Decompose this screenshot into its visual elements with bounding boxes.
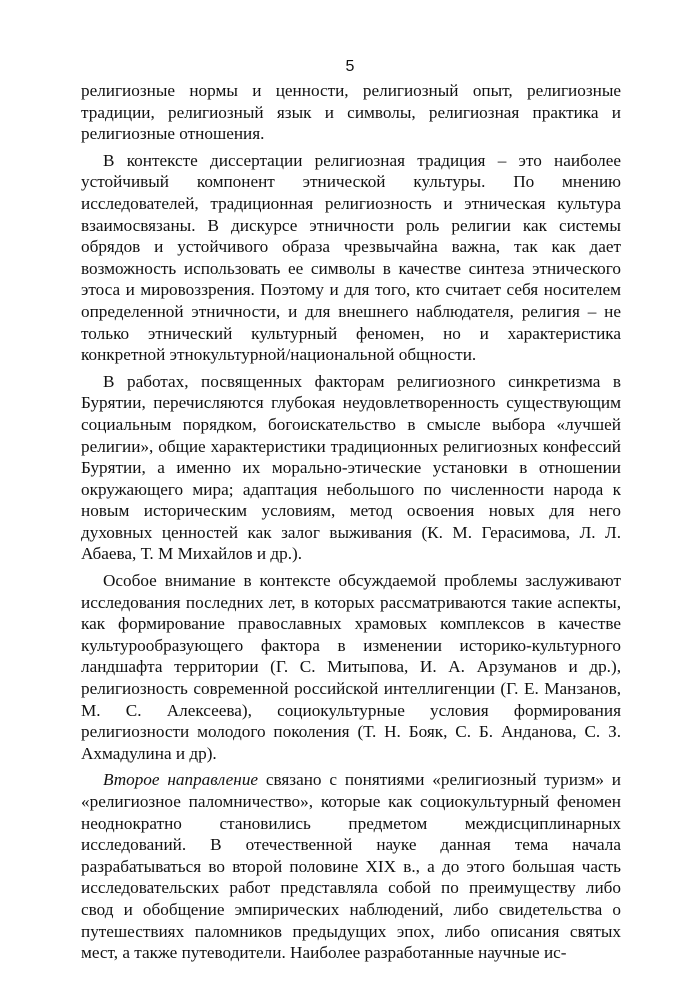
body-text [81,80,621,964]
page-number: 5 [345,58,355,75]
paragraph-2: В контексте диссертации религиозная традиция – это наиболее устойчивый компонент этнической культуры. По мнению исследователей, традиционная религиозность и этническая культура взаимосвязаны. В дискурсе этничности роль религии как системы обрядов и устойчивого образа чрезвычайна важна, так как дает возможность использовать ее символы в качестве синтеза этнического этоса и мировоззрения. Поэтому и для того, кто считает себя носителем определенной этничности, и для внешнего наблюдателя, религия – не только этнический культурный феномен, но и характеристика конкретной этнокультурной/национальной общности. [81,150,621,365]
italic-lead-phrase: Второе направление [103,770,259,790]
paragraph-1: религиозные нормы и ценности, религиозный опыт, религиозные традиции, религиозный язык и символы, религиозная практика и религиозные отношения. [81,81,621,144]
paragraph-3: В работах, посвященных факторам религиозного синкретизма в Бурятии, перечисляются глубокая неудовлетворенность существующим социальным порядком, богоискательство в смысле выбора «лучшей религии», общие характеристики традиционных религиозных конфессий Бурятии, а именно их морально-этические установки в отношении окружающего мира; адаптация небольшого по численности народа к новым историческим условиям, метод освоения новых для него духовных ценностей как залог выживания (К. М. Герасимова, Л. Л. Абаева, Т. М Михайлов и др.). [81,371,621,564]
paragraph-5 [81,769,621,963]
paragraph-5-text: связано с понятиями «религиозный туризм» и «религиозное паломничество», которые как социокультурный феномен неоднократно становились предметом междисциплинарных исследований. В отечественной науке данная тема начала разрабатываться во второй половине XIX в., а до этого большая часть исследовательских работ представляла собой по преимуществу либо свод и обобщение эмпирических наблюдений, либо свидетельства о путешествиях паломников предыдущих эпох, либо описания святых мест, а также путеводители. Наиболее разработанные научные ис- [81,770,621,963]
paragraph-4: Особое внимание в контексте обсуждаемой проблемы заслуживают исследования последних лет, в которых рассматриваются такие аспекты, как формирование православных храмовых комплексов в качестве культурообразующего фактора в изменении историко-культурного ландшафта территории (Г. С. Митыпова, И. А. Арзуманов и др.), религиозность современной российской интеллигенции (Г. Е. Манзанов, М. С. Алексеева), социокультурные условия формирования религиозности молодого поколения (Т. Н. Бояк, С. Б. Анданова, С. З. Ахмадулина и др). [81,571,621,763]
